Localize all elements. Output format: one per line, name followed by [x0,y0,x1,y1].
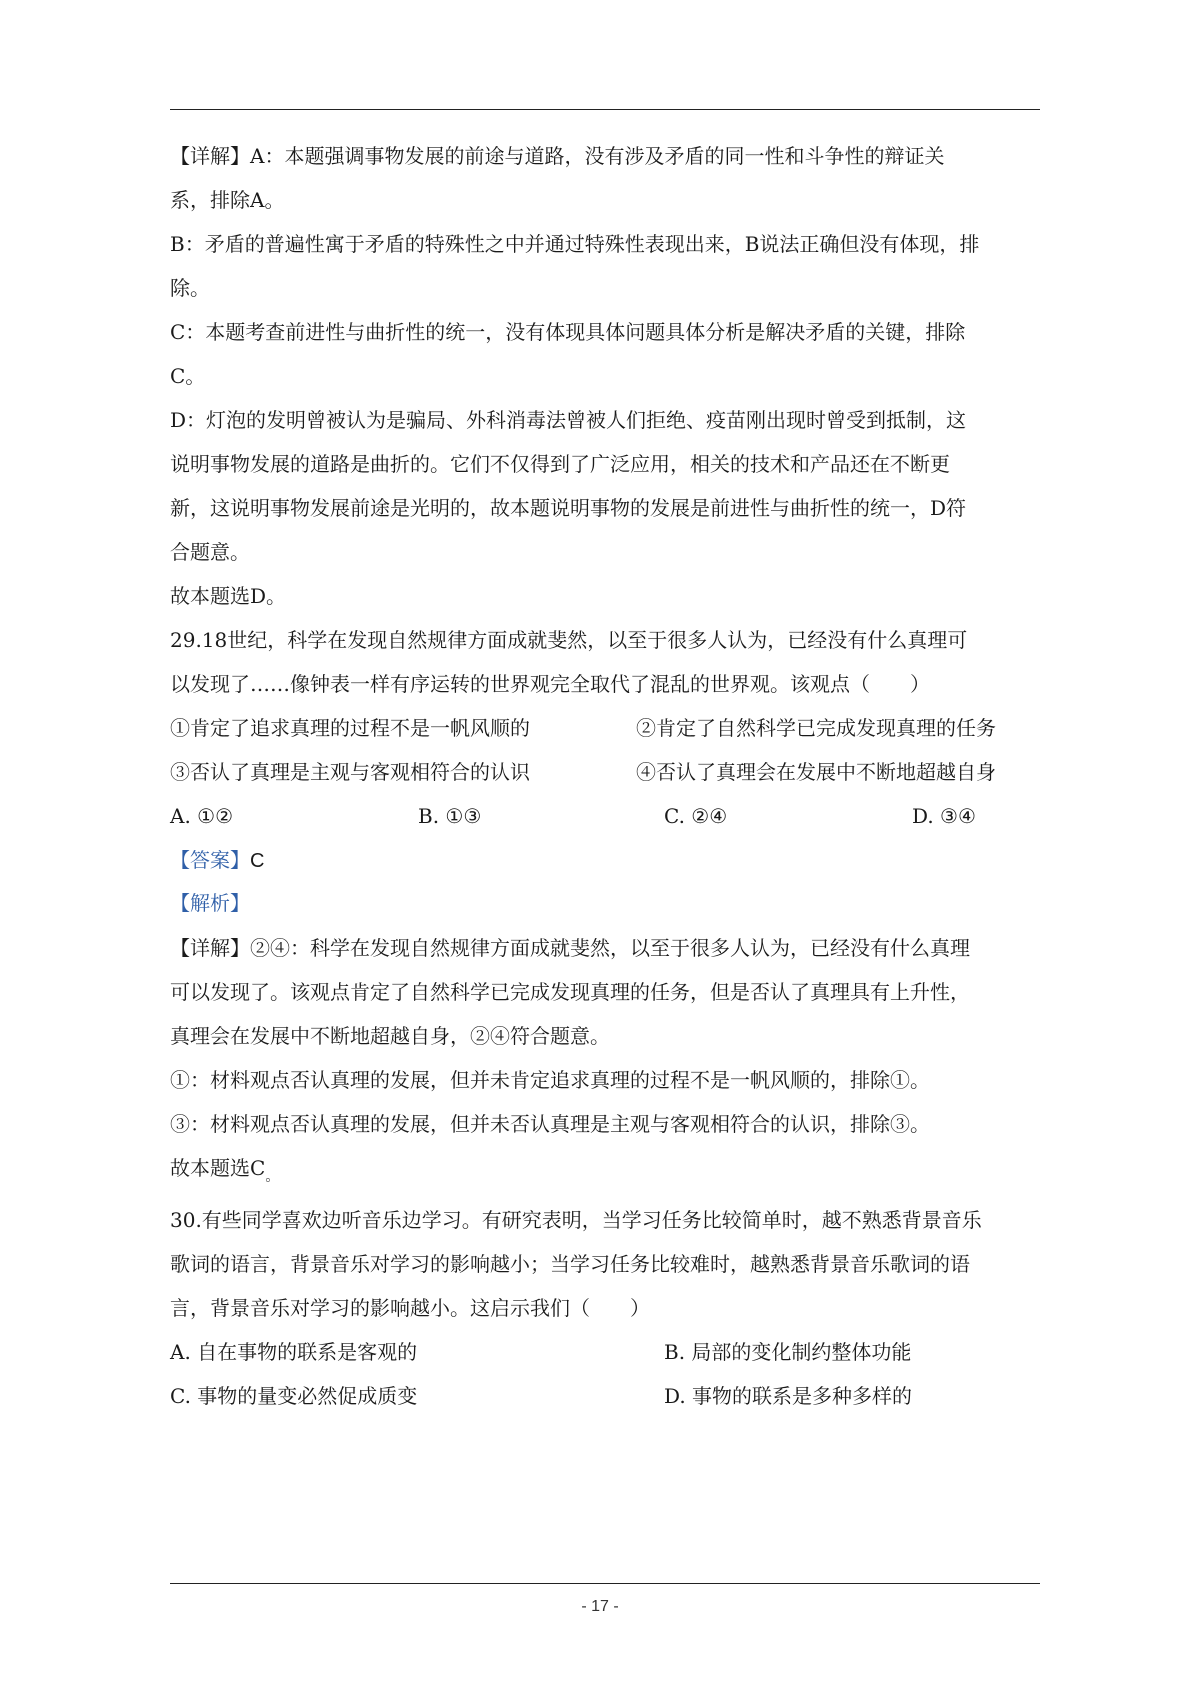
conclusion-line [170,1155,1050,1184]
detail-line: 系，排除A。 [170,188,285,212]
analysis-tag: 【解析】 [170,893,250,915]
question-30-stem: 言，背景音乐对学习的影响越小。这启示我们（ ） [170,1296,650,1320]
detail-line: 新，这说明事物发展前途是光明的，故本题说明事物的发展是前进性与曲折性的统一，D符 [170,496,967,520]
conclusion-mark: 。 [265,1169,280,1185]
option-a: A. 自在事物的联系是客观的 [170,1340,418,1364]
detail-line: ①：材料观点否认真理的发展，但并未肯定追求真理的过程不是一帆风顺的，排除①。 [170,1068,930,1092]
detail-line: 【详解】A：本题强调事物发展的前途与道路，没有涉及矛盾的同一性和斗争性的辩证关 [170,144,945,168]
answer-value: C [250,850,265,872]
question-30-stem: 歌词的语言，背景音乐对学习的影响越小；当学习任务比较难时，越熟悉背景音乐歌词的语 [170,1252,970,1276]
answer-tag: 【答案】 [170,850,250,872]
statement-1: ①肯定了追求真理的过程不是一帆风顺的 [170,716,530,740]
statement-3: ③否认了真理是主观与客观相符合的认识 [170,760,530,784]
detail-line: 除。 [170,276,210,300]
detail-line: 说明事物发展的道路是曲折的。它们不仅得到了广泛应用，相关的技术和产品还在不断更 [170,452,950,476]
question-30-stem: 30.有些同学喜欢边听音乐边学习。有研究表明，当学习任务比较简单时，越不熟悉背景音乐 [170,1208,982,1232]
option-d: D. ③④ [912,804,976,828]
footer-rule [170,1583,1040,1584]
question-29-stem: 以发现了……像钟表一样有序运转的世界观完全取代了混乱的世界观。该观点（ ） [170,672,930,696]
header-rule [170,109,1040,110]
option-b: B. ①③ [418,804,482,828]
detail-line: C：本题考查前进性与曲折性的统一，没有体现具体问题具体分析是解决矛盾的关键，排除 [170,320,966,344]
option-c: C. ②④ [664,804,728,828]
detail-line: ③：材料观点否认真理的发展，但并未否认真理是主观与客观相符合的认识，排除③。 [170,1112,930,1136]
question-29-stem: 29.18世纪，科学在发现自然规律方面成就斐然，以至于很多人认为，已经没有什么真理可 [170,628,968,652]
statement-2: ②肯定了自然科学已完成发现真理的任务 [636,716,996,740]
option-b: B. 局部的变化制约整体功能 [664,1340,912,1364]
statement-4: ④否认了真理会在发展中不断地超越自身 [636,760,996,784]
detail-line: 合题意。 [170,540,250,564]
conclusion-text: 故本题选C [170,1156,266,1180]
detail-line: D：灯泡的发明曾被认为是骗局、外科消毒法曾被人们拒绝、疫苗刚出现时曾受到抵制，这 [170,408,967,432]
detail-line: B：矛盾的普遍性寓于矛盾的特殊性之中并通过特殊性表现出来，B说法正确但没有体现，排 [170,232,980,256]
option-d: D. 事物的联系是多种多样的 [664,1384,913,1408]
detail-line: C。 [170,364,206,388]
conclusion-line: 故本题选D。 [170,584,287,608]
option-c: C. 事物的量变必然促成质变 [170,1384,418,1408]
detail-line: 可以发现了。该观点肯定了自然科学已完成发现真理的任务，但是否认了真理具有上升性， [170,980,970,1004]
answer-line [170,847,1050,874]
page-number: - 17 - [581,1598,619,1615]
option-a: A. ①② [170,804,234,828]
detail-line: 真理会在发展中不断地超越自身，②④符合题意。 [170,1024,610,1048]
detail-line: 【详解】②④：科学在发现自然规律方面成就斐然，以至于很多人认为，已经没有什么真理 [170,936,970,960]
